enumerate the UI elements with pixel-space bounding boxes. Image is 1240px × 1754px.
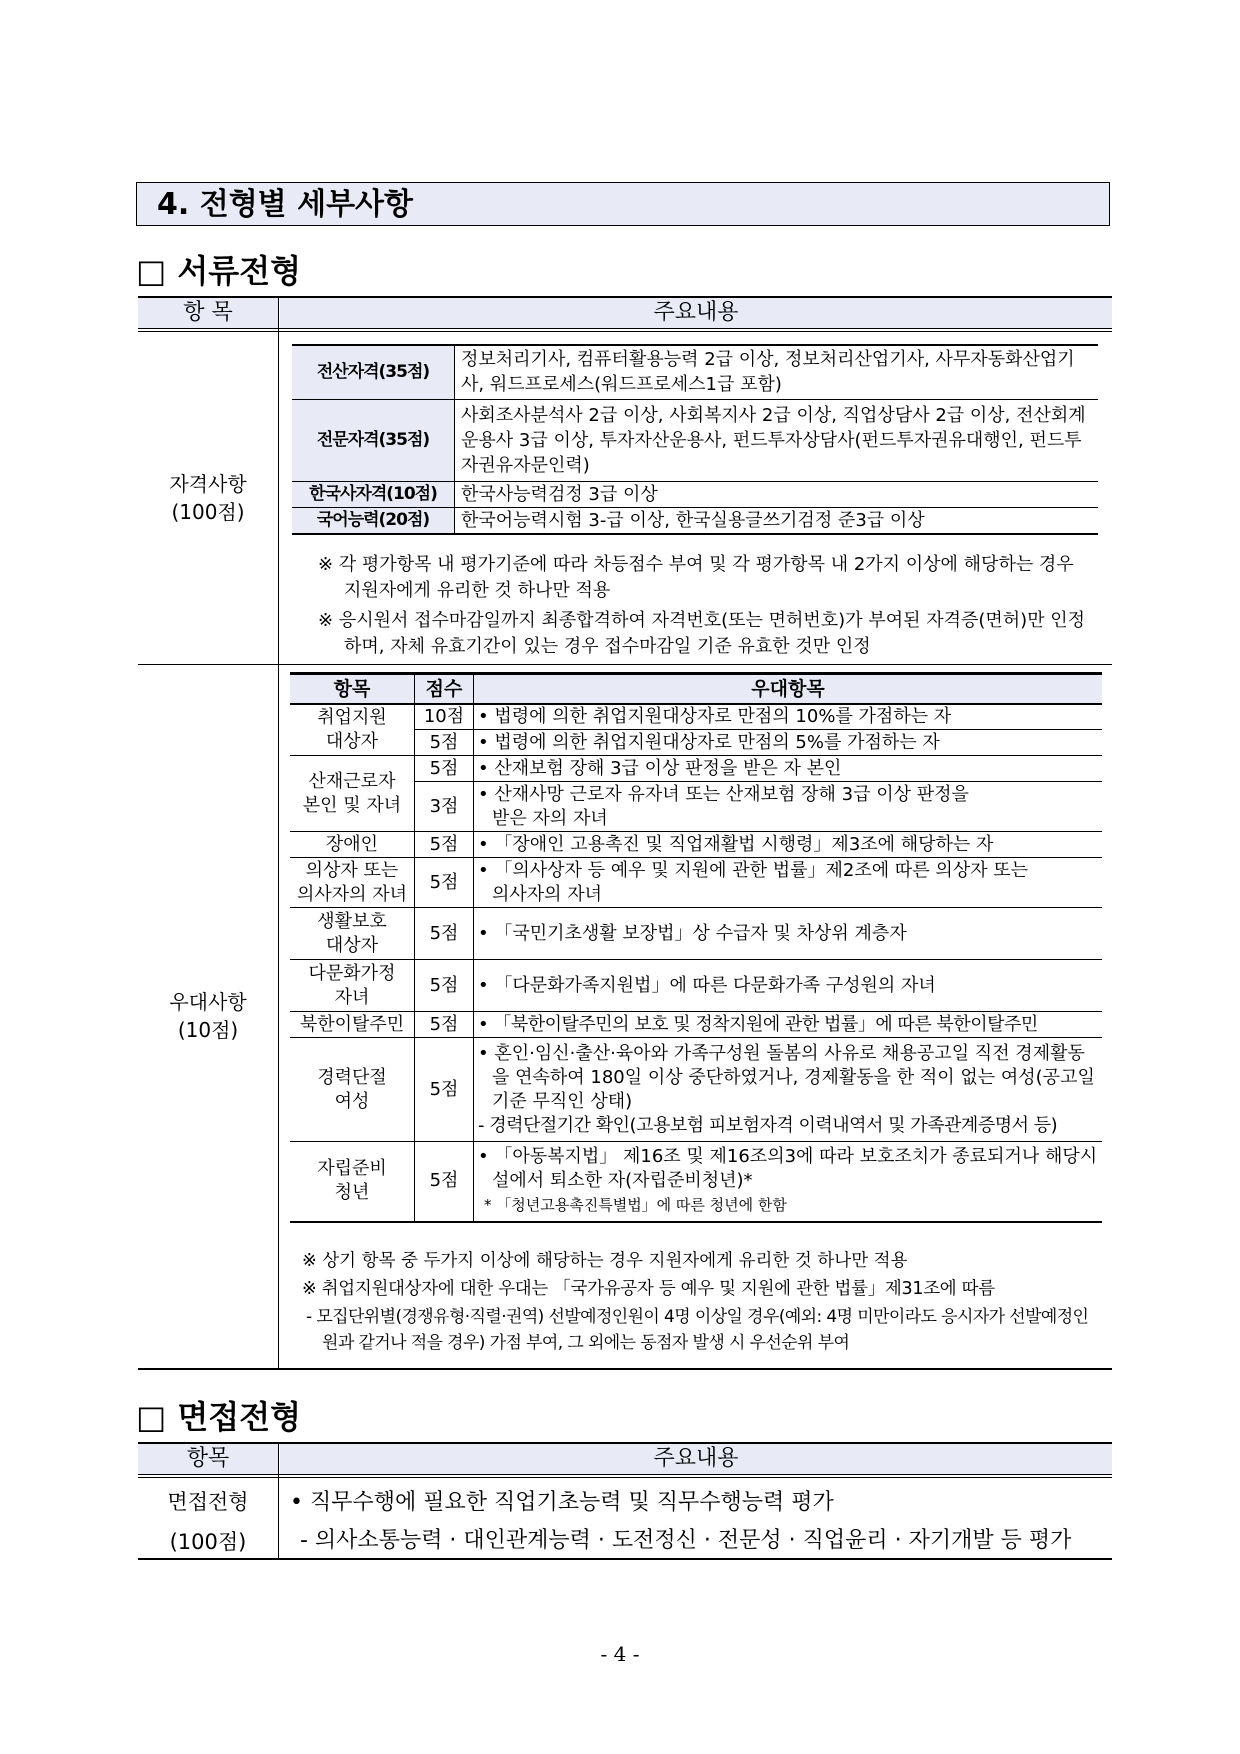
section-title: 4. 전형별 세부사항 — [136, 182, 1110, 226]
pref-item-career-break: 경력단절 여성 — [290, 1038, 415, 1142]
pref-item-injured: 의상자 또는 의사자의 자녀 — [290, 858, 415, 908]
qual-label-professional: 전문자격(35점) — [292, 399, 455, 481]
pref-text: • 혼인·임신·출산·육아와 가족구성원 돌봄의 사유로 채용공고일 직전 경제활동을 연속하여 180일 이상 중단하였거나, 경제활동을 한 적이 없는 여성(공고일 기준 무직인 상태) — [478, 1042, 1095, 1112]
pref-text: • 「의사상자 등 예우 및 지원에 관한 법률」제2조에 따른 의상자 또는 의사자의 자녀 — [474, 858, 1103, 908]
qualification-table — [292, 344, 1098, 535]
pref-item-employment: 취업지원 대상자 — [290, 704, 415, 756]
pref-text: • 「국민기초생활 보장법」상 수급자 및 차상위 계층자 — [474, 908, 1103, 960]
interview-line-2: - 의사소통능력 · 대인관계능력 · 도전정신 · 전문성 · 직업윤리 · 자기개발 등 평가 — [300, 1528, 1072, 1553]
pref-text: • 「장애인 고용촉진 및 직업재활법 시행령」제3조에 해당하는 자 — [474, 832, 1103, 858]
pref-text: • 「아동복지법」 제16조 및 제16조의3에 따라 보호조치가 종료되거나 해당시설에서 퇴소한 자(자립준비청년)* — [478, 1146, 1098, 1192]
doc-header-content: 주요내용 — [280, 298, 1112, 328]
pref-score: 5점 — [415, 756, 474, 782]
pref-score: 5점 — [415, 858, 474, 908]
qual-label-history: 한국사자격(10점) — [292, 481, 455, 507]
pref-item-defector: 북한이탈주민 — [290, 1012, 415, 1038]
pref-item-disabled: 장애인 — [290, 832, 415, 858]
qual-note-2: ※ 응시원서 접수마감일까지 최종합격하여 자격번호(또는 면허번호)가 부여된 자격증(면허)만 인정하며, 자체 유효기간이 있는 경우 접수마감일 기준 유효한 것만 인정 — [318, 610, 1086, 657]
pref-subtext: * 「청년고용촉진특별법」에 따른 청년에 한함 — [484, 1196, 787, 1215]
pref-text: • 산재사망 근로자 유자녀 또는 산재보험 장해 3급 이상 판정을 받은 자의 자녀 — [474, 782, 1103, 832]
pref-item-independence: 자립준비 청년 — [290, 1142, 415, 1222]
pref-text: • 법령에 의한 취업지원대상자로 만점의 10%를 가점하는 자 — [474, 704, 1103, 730]
interview-line-1: • 직무수행에 필요한 직업기초능력 및 직무수행능력 평가 — [290, 1490, 834, 1515]
doc-header-item: 항 목 — [138, 298, 278, 328]
pref-note-1: ※ 상기 항목 중 두가지 이상에 해당하는 경우 지원자에게 유리한 것 하나만 적용 — [302, 1251, 908, 1271]
pref-score: 5점 — [415, 1038, 474, 1142]
pref-head-item: 항목 — [290, 674, 415, 704]
pref-text: • 「다문화가족지원법」에 따른 다문화가족 구성원의 자녀 — [474, 960, 1103, 1012]
pref-head-score: 점수 — [415, 674, 474, 704]
qual-note-1: ※ 각 평가항목 내 평가기준에 따라 차등점수 부여 및 각 평가항목 내 2가지 이상에 해당하는 경우 지원자에게 유리한 것 하나만 적용 — [318, 554, 1074, 601]
document-screening-title: □ 서류전형 — [136, 252, 302, 290]
qual-text-professional: 사회조사분석사 2급 이상, 사회복지사 2급 이상, 직업상담사 2급 이상, 전산회계운용사 3급 이상, 투자자산운용사, 펀드투자상담사(펀드투자권유대행인, 펀드투자권유자문인력) — [455, 399, 1099, 481]
pref-subtext: - 경력단절기간 확인(고용보험 피보험자격 이력내역서 및 가족관계증명서 등) — [478, 1114, 1058, 1136]
pref-score: 3점 — [415, 782, 474, 832]
interview-header-content: 주요내용 — [280, 1444, 1112, 1474]
interview-header-item: 항목 — [138, 1444, 278, 1474]
pref-label: 우대사항 (10점) — [169, 990, 247, 1042]
page-number: - 4 - — [600, 1642, 640, 1666]
pref-score: 5점 — [415, 1012, 474, 1038]
pref-note-3: - 모집단위별(경쟁유형·직렬·권역) 선발예정인원이 4명 이상일 경우(예외: 4명 미만이라도 응시자가 선발예정인원과 같거나 적을 경우) 가점 부여, 그 외에는 동점자 발생 시 우선순위 부여 — [306, 1307, 1089, 1353]
pref-item-multicultural: 다문화가정 자녀 — [290, 960, 415, 1012]
pref-score: 5점 — [415, 730, 474, 756]
pref-text: • 산재보험 장해 3급 이상 판정을 받은 자 본인 — [474, 756, 1103, 782]
interview-screening-title: □ 면접전형 — [136, 1398, 302, 1436]
pref-text: • 「북한이탈주민의 보호 및 정착지원에 관한 법률」에 따른 북한이탈주민 — [474, 1012, 1103, 1038]
qual-text-history: 한국사능력검정 3급 이상 — [455, 481, 1099, 507]
interview-label: 면접전형 (100점) — [167, 1490, 249, 1554]
pref-score: 5점 — [415, 832, 474, 858]
pref-score: 10점 — [415, 704, 474, 730]
pref-score: 5점 — [415, 960, 474, 1012]
qual-label-korean: 국어능력(20점) — [292, 507, 455, 534]
pref-text: • 법령에 의한 취업지원대상자로 만점의 5%를 가점하는 자 — [474, 730, 1103, 756]
qual-text-computer: 정보처리기사, 컴퓨터활용능력 2급 이상, 정보처리산업기사, 사무자동화산업기사, 워드프로세스(워드프로세스1급 포함) — [455, 345, 1099, 399]
pref-item-industrial: 산재근로자 본인 및 자녀 — [290, 756, 415, 832]
qual-text-korean: 한국어능력시험 3-급 이상, 한국실용글쓰기검정 준3급 이상 — [455, 507, 1099, 534]
pref-score: 5점 — [415, 908, 474, 960]
qual-label-computer: 전산자격(35점) — [292, 345, 455, 399]
qual-label: 자격사항 (100점) — [169, 472, 247, 524]
preference-table — [290, 672, 1102, 1223]
pref-note-2: ※ 취업지원대상자에 대한 우대는 「국가유공자 등 예우 및 지원에 관한 법률」제31조에 따름 — [302, 1279, 995, 1299]
pref-head-content: 우대항목 — [474, 674, 1103, 704]
pref-score: 5점 — [415, 1142, 474, 1222]
pref-item-livelihood: 생활보호 대상자 — [290, 908, 415, 960]
